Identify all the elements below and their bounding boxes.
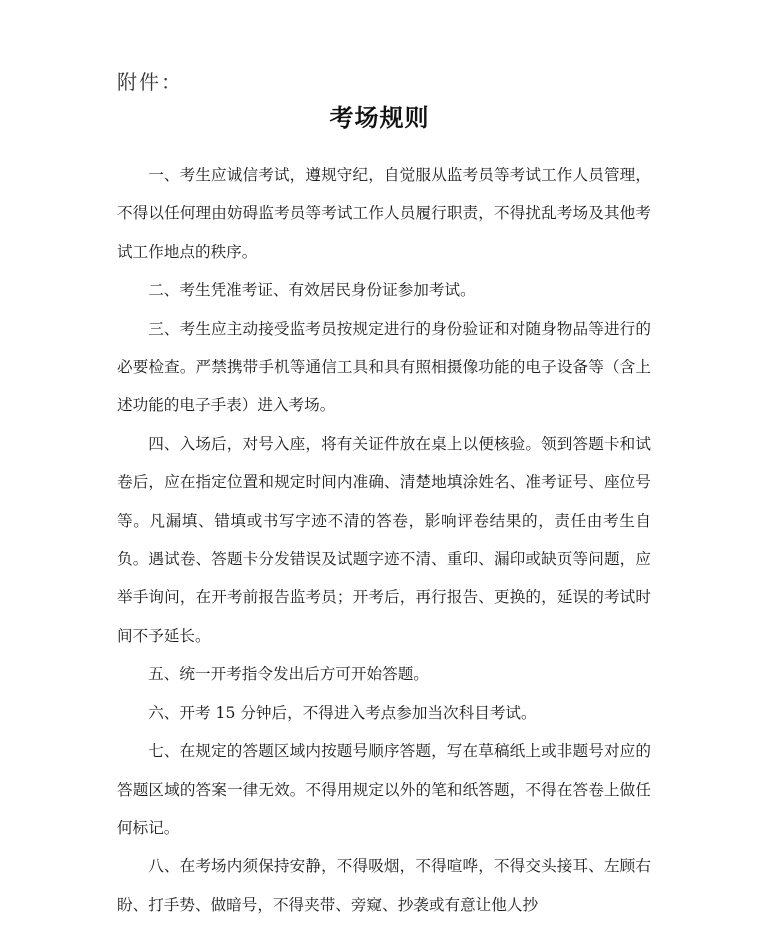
page-title: 考场规则 <box>329 103 430 132</box>
rule-paragraph-3: 三、考生应主动接受监考员按规定进行的身份验证和对随身物品等进行的必要检查。严禁携带手机等通信工具和具有照相摄像功能的电子设备等（含上述功能的电子手表）进入考场。 <box>117 319 651 415</box>
rules-body <box>117 156 651 924</box>
rule-paragraph-1: 一、考生应诚信考试，遵规守纪，自觉服从监考员等考试工作人员管理，不得以任何理由妨碍监考员等考试工作人员履行职责，不得扰乱考场及其他考试工作地点的秩序。 <box>117 166 651 261</box>
attachment-label: 附件： <box>117 70 183 94</box>
rule-paragraph-4: 四、入场后，对号入座，将有关证件放在桌上以便核验。领到答题卡和试卷后，应在指定位置和规定时间内准确、清楚地填涂姓名、准考证号、座位号等。凡漏填、错填或书写字迹不清的答卷，影响评卷结果的，责任由考生自负。遇试卷、答题卡分发错误及试题字迹不清、重印、漏印或缺页等问题，应举手询问，在开考前报告监考员；开考后，再行报告、更换的，延误的考试时间不予延长。 <box>117 434 651 645</box>
rule-paragraph-7: 七、在规定的答题区域内按题号顺序答题，写在草稿纸上或非题号对应的答题区域的答案一律无效。不得用规定以外的笔和纸答题，不得在答卷上做任何标记。 <box>117 742 651 837</box>
rule-paragraph-8: 八、在考场内须保持安静，不得吸烟，不得喧哗，不得交头接耳、左顾右盼、打手势、做暗号，不得夹带、旁窥、抄袭或有意让他人抄 <box>117 857 651 914</box>
rule-paragraph-5: 五、统一开考指令发出后方可开始答题。 <box>148 665 429 684</box>
rule-paragraph-6: 六、开考 15 分钟后，不得进入考点参加当次科目考试。 <box>148 703 537 722</box>
rule-paragraph-2: 二、考生凭准考证、有效居民身份证参加考试。 <box>148 281 476 300</box>
